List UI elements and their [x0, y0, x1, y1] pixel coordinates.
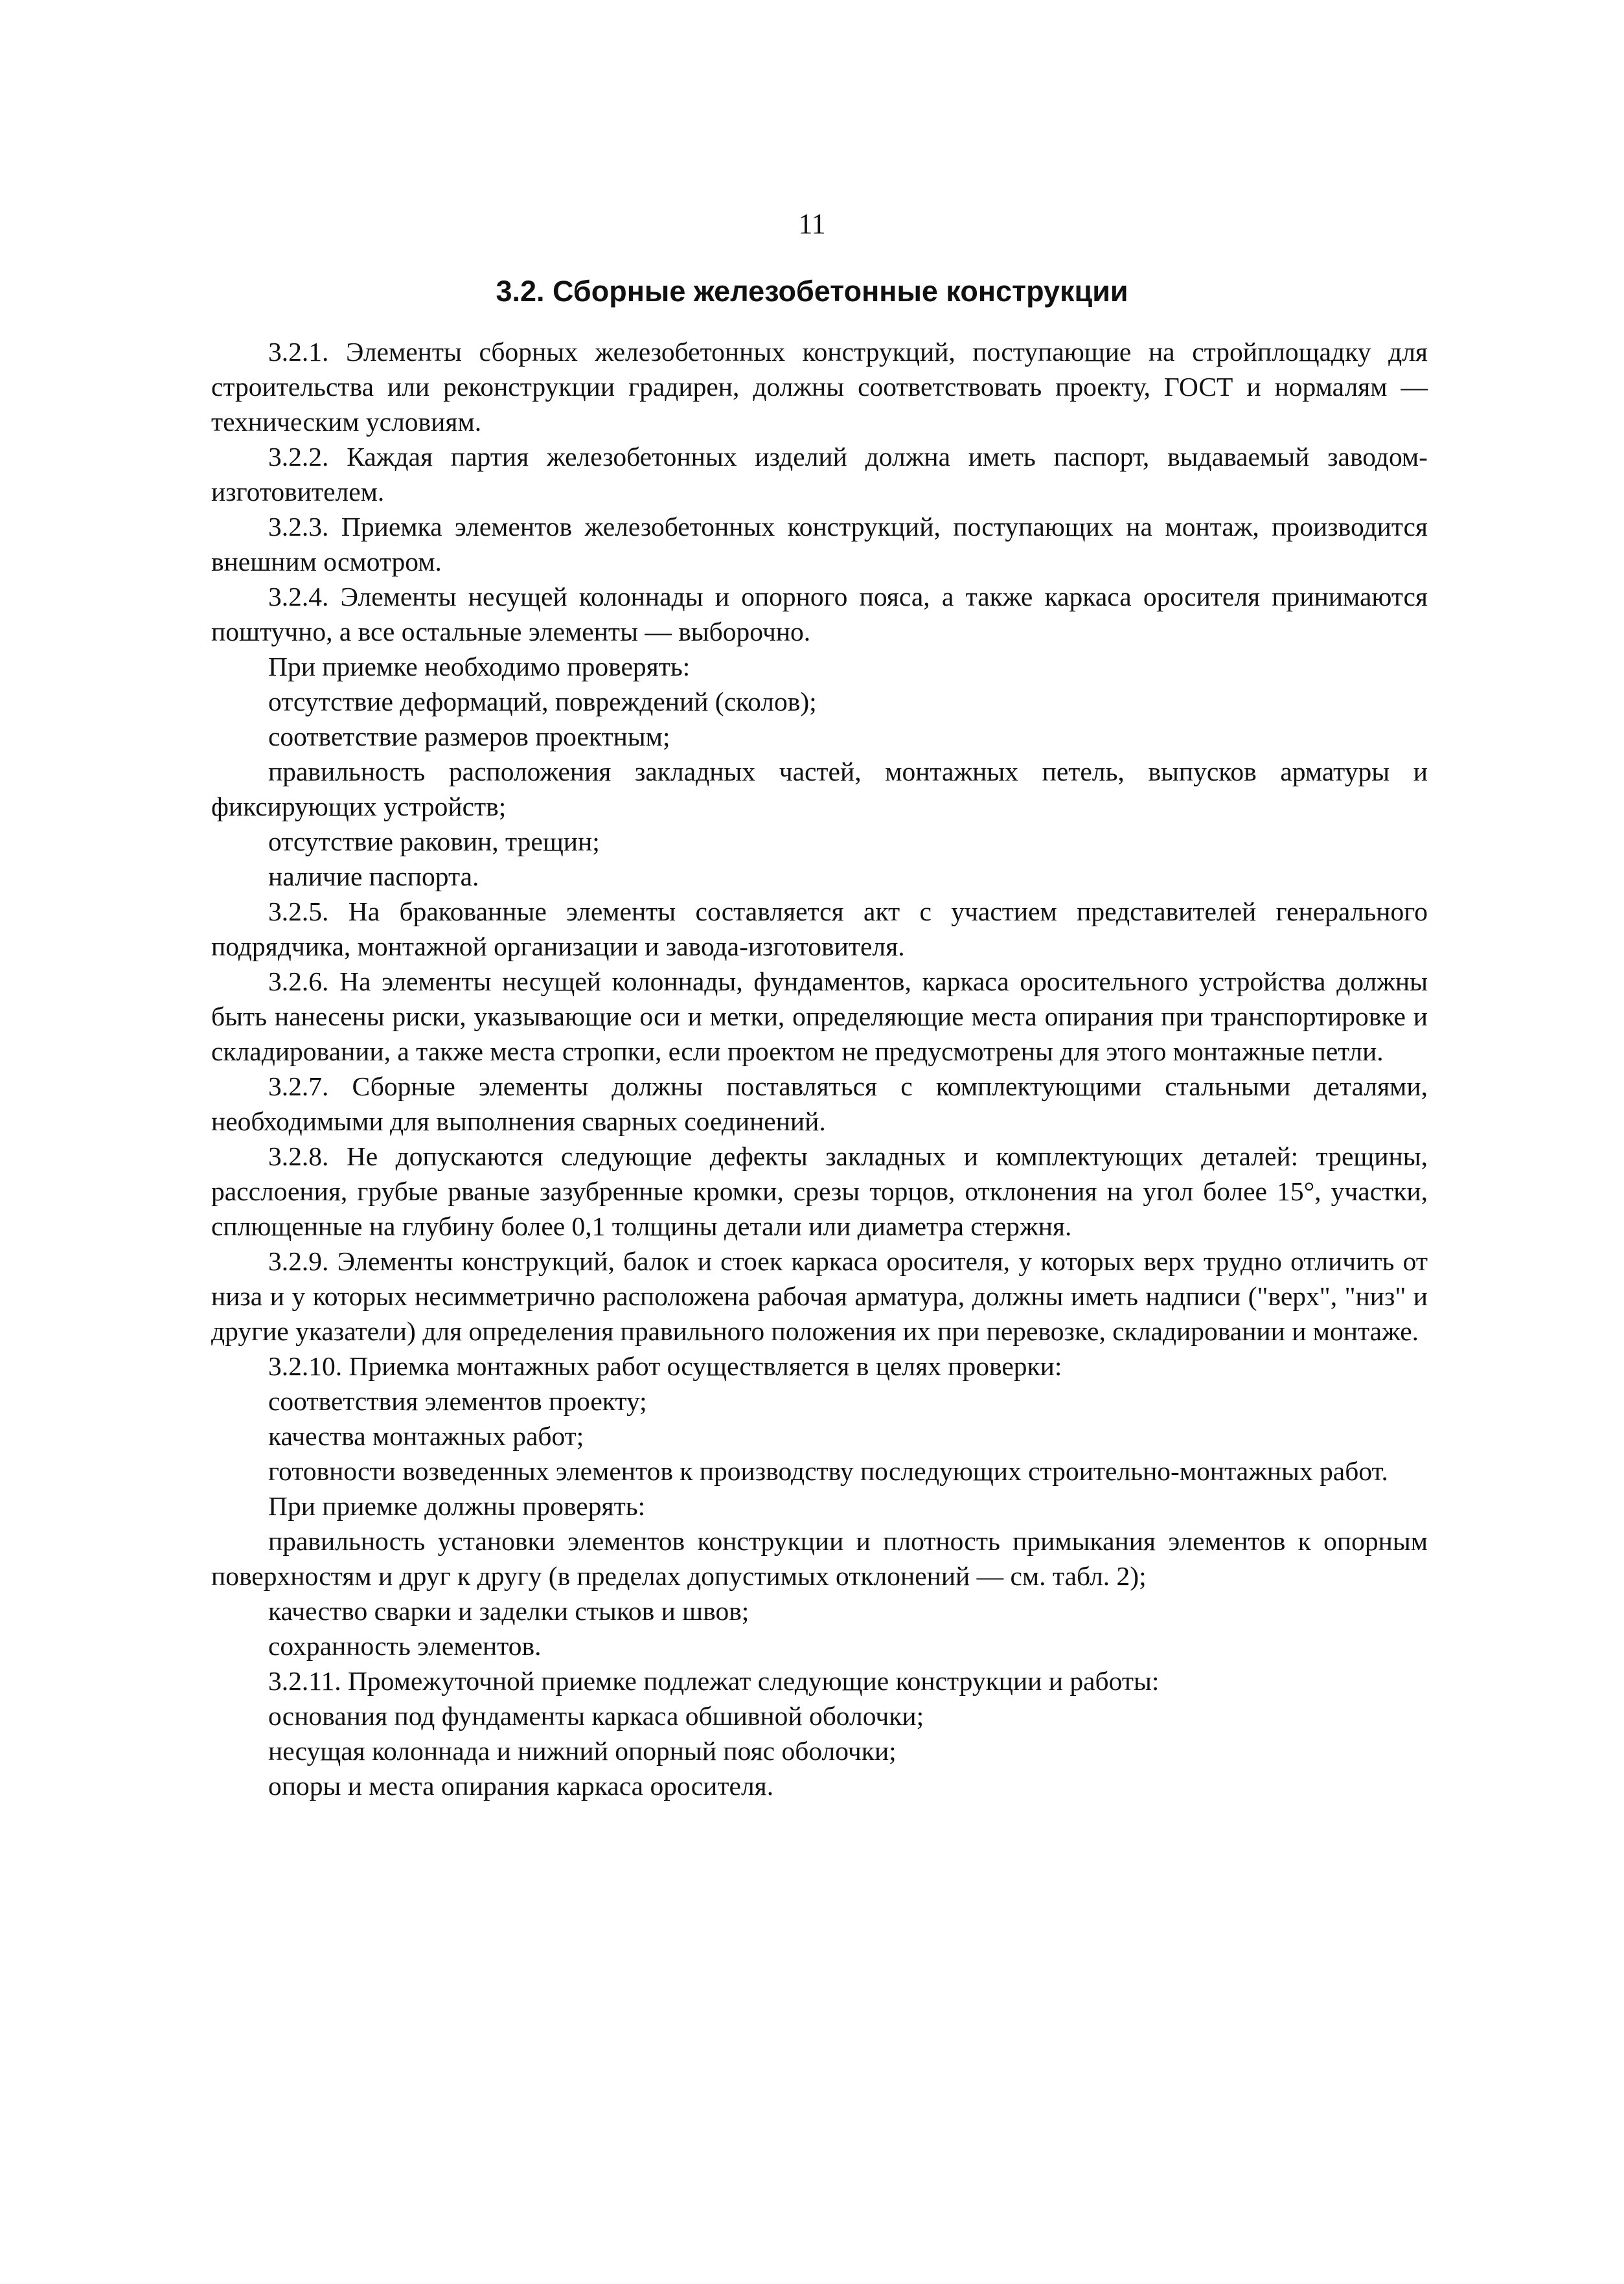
paragraph-3-2-7: 3.2.7. Сборные элементы должны поставляться с комплектующими стальными деталями, необходимыми для выполнения сварных соединений.	[211, 1071, 1428, 1136]
body-text	[211, 334, 1428, 1803]
list-item: готовности возведенных элементов к производству последующих строительно-монтажных работ.	[268, 1456, 1388, 1486]
list-item: правильность расположения закладных частей, монтажных петель, выпусков арматуры и фиксирующих устройств;	[211, 757, 1428, 821]
list-item: наличие паспорта.	[268, 862, 479, 891]
paragraph-3-2-9: 3.2.9. Элементы конструкций, балок и стоек каркаса оросителя, у которых верх трудно отличить от низа и у которых несимметрично расположена рабочая арматура, должны иметь надписи ("верх", "низ" и другие указатели) для определения правильного положения их при перевозке, складировании и монтаже.	[211, 1246, 1428, 1346]
paragraph-3-2-11: 3.2.11. Промежуточной приемке подлежат следующие конструкции и работы:	[268, 1666, 1160, 1696]
page-number: 11	[798, 208, 826, 240]
paragraph-3-2-3: 3.2.3. Приемка элементов железобетонных конструкций, поступающих на монтаж, производится внешним осмотром.	[211, 512, 1428, 577]
paragraph-3-2-4: 3.2.4. Элементы несущей колоннады и опорного пояса, а также каркаса оросителя принимаются поштучно, а все остальные элементы — выборочно.	[211, 582, 1428, 646]
acceptance-intro: При приемке должны проверять:	[268, 1491, 646, 1521]
section-title: 3.2. Сборные железобетонные конструкции	[496, 275, 1128, 308]
list-item: отсутствие деформаций, повреждений (сколов);	[268, 687, 817, 716]
list-item: соответствие размеров проектным;	[268, 722, 670, 751]
paragraph-3-2-5: 3.2.5. На бракованные элементы составляется акт с участием представителей генерального подрядчика, монтажной организации и завода-изготовителя.	[211, 896, 1428, 961]
list-item: опоры и места опирания каркаса оросителя.	[268, 1771, 774, 1801]
list-item: сохранность элементов.	[268, 1631, 542, 1661]
list-item: качества монтажных работ;	[268, 1421, 584, 1451]
paragraph-3-2-6: 3.2.6. На элементы несущей колоннады, фундаментов, каркаса оросительного устройства должны быть нанесены риски, указывающие оси и метки, определяющие места опирания при транспортировке и складировании, а также места стропки, если проектом не предусмотрены для этого монтажные петли.	[211, 966, 1428, 1066]
list-item: правильность установки элементов конструкции и плотность примыкания элементов к опорным поверхностям и друг к другу (в пределах допустимых отклонений — см. табл. 2);	[211, 1526, 1428, 1591]
list-item: отсутствие раковин, трещин;	[268, 827, 600, 856]
inspection-intro: При приемке необходимо проверять:	[268, 652, 691, 681]
list-item: соответствия элементов проекту;	[268, 1386, 647, 1416]
paragraph-3-2-2: 3.2.2. Каждая партия железобетонных изделий должна иметь паспорт, выдаваемый заводом-изготовителем.	[211, 442, 1428, 507]
paragraph-3-2-8: 3.2.8. Не допускаются следующие дефекты закладных и комплектующих деталей: трещины, расслоения, грубые рваные зазубренные кромки, срезы торцов, отклонения на угол более 15°, участки, сплющенные на глубину более 0,1 толщины детали или диаметра стержня.	[211, 1141, 1428, 1241]
paragraph-3-2-1: 3.2.1. Элементы сборных железобетонных конструкций, поступающие на стройплощадку для строительства или реконструкции градирен, должны соответствовать проекту, ГОСТ и нормалям — техническим условиям.	[211, 337, 1428, 437]
list-item: качество сварки и заделки стыков и швов;	[268, 1596, 749, 1626]
list-item: несущая колоннада и нижний опорный пояс оболочки;	[268, 1736, 897, 1766]
paragraph-3-2-10: 3.2.10. Приемка монтажных работ осуществляется в целях проверки:	[268, 1351, 1062, 1381]
list-item: основания под фундаменты каркаса обшивной оболочки;	[268, 1701, 924, 1731]
